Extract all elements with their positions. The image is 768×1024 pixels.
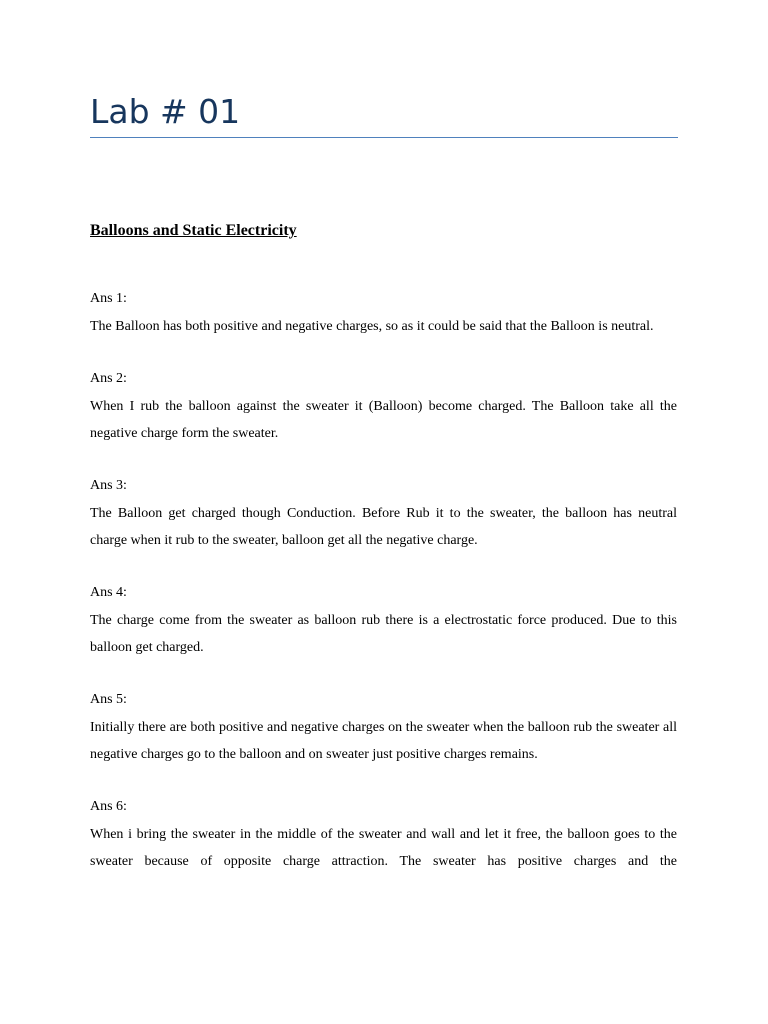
answer-text: The Balloon get charged though Conduction. Before Rub it to the sweater, the balloon has neutral charge when it rub to the sweater, balloon get all the negative charge. xyxy=(90,506,677,548)
answer-label: Ans 6: xyxy=(90,799,127,814)
answer-text: When i bring the sweater in the middle of the sweater and wall and let it free, the balloon goes to the sweater because of opposite charge attraction. The sweater has positive charges and the xyxy=(90,827,677,869)
answer-label: Ans 2: xyxy=(90,371,127,386)
answer-block-1 xyxy=(90,286,677,340)
title-underline-rule xyxy=(90,137,678,138)
answer-label: Ans 5: xyxy=(90,692,127,707)
answer-label: Ans 3: xyxy=(90,478,127,493)
answer-block-4 xyxy=(90,580,677,661)
answer-block-2 xyxy=(90,366,677,447)
answer-block-3 xyxy=(90,473,677,554)
document-body xyxy=(90,219,677,901)
answer-text: Initially there are both positive and negative charges on the sweater when the balloon rub the sweater all negative charges go to the balloon and on sweater just positive charges remains. xyxy=(90,720,677,762)
answer-text: The charge come from the sweater as balloon rub there is a electrostatic force produced. Due to this balloon get charged. xyxy=(90,613,677,655)
answer-text: When I rub the balloon against the sweater it (Balloon) become charged. The Balloon take all the negative charge form the sweater. xyxy=(90,399,677,441)
answer-block-6 xyxy=(90,794,677,875)
answer-block-5 xyxy=(90,687,677,768)
section-heading: Balloons and Static Electricity xyxy=(90,222,297,239)
answer-label: Ans 1: xyxy=(90,291,127,306)
answer-label: Ans 4: xyxy=(90,585,127,600)
document-title: Lab # 01 xyxy=(90,92,241,131)
answer-text: The Balloon has both positive and negative charges, so as it could be said that the Balloon is neutral. xyxy=(90,319,654,334)
